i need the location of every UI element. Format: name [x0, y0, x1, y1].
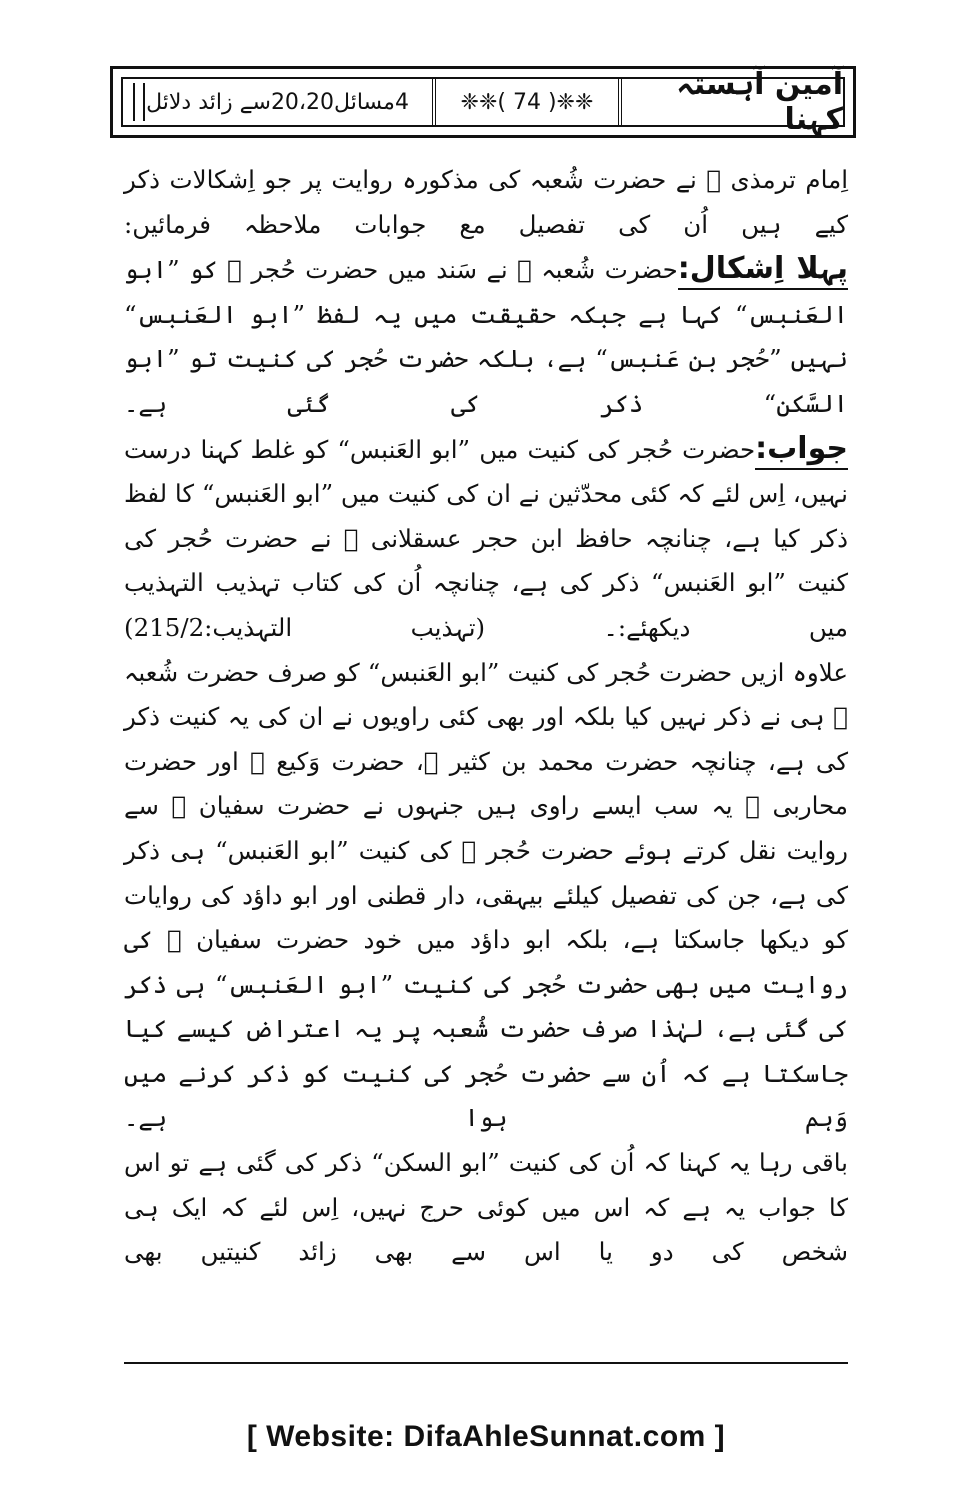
jawab-text: حضرت حُجر کی کنیت میں ”ابو العَنبس“ کو غلط کہنا درست نہیں، اِس لئے کہ کئی محدّثین نے ان کی کنیت میں ”ابو العَنبس“ کا لفظ ذکر کیا ہے، چنانچہ حافظ ابن حجر عسقلانی ﷫ نے حضرت حُجر کی کنیت ”ابو العَنبس“ ذکر کی ہے، چنانچہ اُن کی کتاب تہذیب التہذیب میں دیکھئے:۔ — [124, 434, 848, 642]
ishkal-text: حضرت شُعبہ ﷫ نے سَند میں حضرت حُجر ﷫ کو ”ابو العَنبس“ کہا ہے جبکہ حقیقت میں یہ لفظ ”ابو العَنبس“ نہیں ”حُجر بن عَنبس“ ہے، بلکہ حضرت حُجر کی کنیت تو ”ابو السَّکن“ ذکر کی گئی ہے۔ — [124, 255, 848, 418]
intro-paragraph: اِمام ترمذی ﷫ نے حضرت شُعبہ کی مذکورہ روایت پر جو اِشکالات ذکر کیے ہیں اُن کی تفصیل مع جوابات ملاحظہ فرمائیں: — [124, 165, 848, 239]
ishkal-paragraph — [124, 247, 848, 426]
footer-divider — [124, 1362, 848, 1364]
book-title: 4مسائل20،20سے زائد دلائل — [146, 89, 409, 115]
jawab-heading: جواب: — [755, 431, 848, 470]
page-header — [110, 66, 856, 138]
jawab-citation: (تہذیب التہذیب:215/2) — [124, 612, 486, 642]
page-number: ❈❈( 74 )❈❈ — [432, 79, 618, 125]
ishkal-heading: پہلا اِشکال: — [678, 251, 848, 290]
third-paragraph: باقی رہا یہ کہنا کہ اُن کی کنیت ”ابو السکن“ ذکر کی گئی ہے تو اس کا جواب یہ ہے کہ اس میں کوئی حرج نہیں، اِس لئے کہ ایک ہی شخص کی دو یا اس سے بھی زائد کنیتیں بھی — [124, 1148, 848, 1267]
second-paragraph: علاوہ ازیں حضرت حُجر کی کنیت ”ابو العَنبس“ کو صرف حضرت شُعبہ ﷫ ہی نے ذکر نہیں کیا بلکہ اور بھی کئی راویوں نے ان کی یہ کنیت ذکر کی ہے، چنانچہ حضرت محمد بن کثیر ﷫، حضرت وَکیع ﷫ اور حضرت محاربی ﷫ یہ سب ایسے راوی ہیں جنہوں نے حضرت سفیان ﷫ سے روایت نقل کرتے ہوئے حضرت حُجر ﷫ کی کنیت ”ابو العَنبس“ ہی ذکر کی ہے، جن کی تفصیل کیلئے بیہقی، دار قطنی اور ابو داؤد کی روایات کو دیکھا جاسکتا ہے، بلکہ ابو داؤد میں خود حضرت سفیان ﷫ کی روایت میں بھی حضرت حُجر کی کنیت ”ابو العَنبس“ ہی ذکر کی گئی ہے، لہٰذا صرف حضرت شُعبہ پر یہ اعتراض کیسے کیا جاسکتا ہے کہ اُن سے حضرت حُجر کی کنیت کو ذکر کرنے میں وَہم ہوا ہے۔ — [124, 657, 848, 1133]
page-body — [124, 158, 848, 1275]
jawab-paragraph — [124, 427, 848, 651]
chapter-title: آمین آہستہ کہنا — [618, 79, 843, 125]
header-inner-frame — [121, 67, 845, 137]
website-footer: [ Website: DifaAhleSunnat.com ] — [246, 1420, 726, 1453]
header-ornament — [133, 83, 145, 121]
